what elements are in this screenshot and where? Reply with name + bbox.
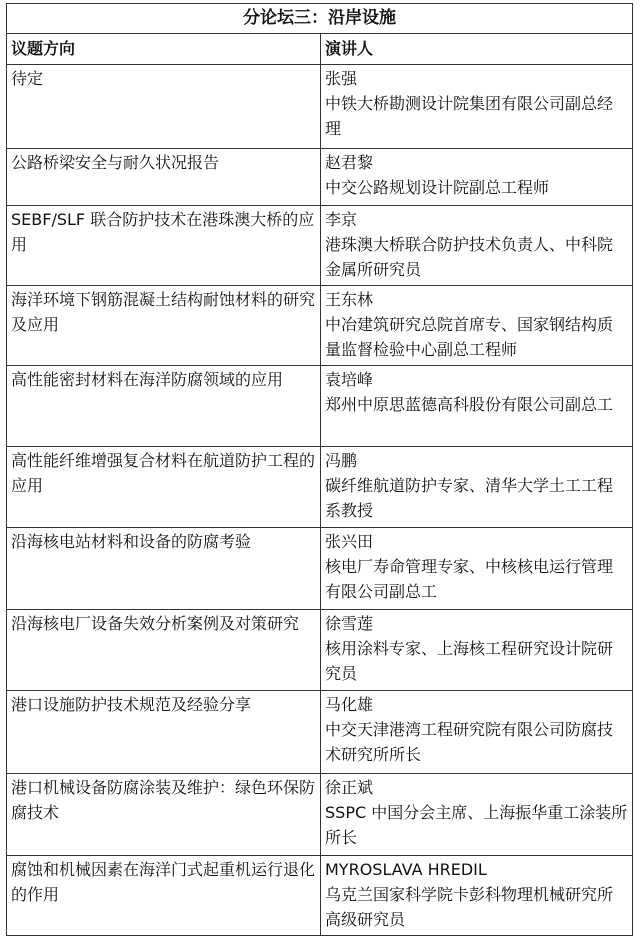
- table-row: [7, 366, 633, 447]
- table-row: [7, 206, 633, 286]
- speaker-cell: [321, 366, 633, 447]
- speaker-name: 马化雄: [325, 695, 374, 714]
- speaker-title: 中冶建筑研究总院首席专、国家钢结构质量监督检验中心副总工程师: [325, 315, 614, 359]
- table-row: [7, 691, 633, 774]
- table-row: [7, 286, 633, 366]
- table-row: [7, 528, 633, 610]
- speaker-cell: [321, 286, 633, 366]
- speaker-cell: [321, 528, 633, 610]
- topic-cell: [7, 65, 321, 149]
- title-row: [7, 4, 633, 34]
- topic-cell: [7, 206, 321, 286]
- speaker-cell: [321, 447, 633, 528]
- speaker-title: 碳纤维航道防护专家、清华大学土工工程系教授: [325, 476, 614, 520]
- speaker-name: 张兴田: [325, 532, 374, 551]
- agenda-table: [6, 3, 633, 936]
- topic-cell: [7, 774, 321, 856]
- speaker-title: 港珠澳大桥联合防护技术负责人、中科院金属所研究员: [325, 235, 614, 279]
- column-header-topic: 议题方向: [7, 34, 321, 65]
- speaker-name: 赵君黎: [325, 153, 374, 172]
- speaker-title: 中交公路规划设计院副总工程师: [325, 178, 550, 197]
- speaker-title: 中铁大桥勘测设计院集团有限公司副总经理: [325, 94, 614, 138]
- table-row: [7, 610, 633, 691]
- speaker-name: MYROSLAVA HREDIL: [325, 860, 487, 879]
- topic-text: 海洋环境下钢筋混凝土结构耐蚀材料的研究及应用: [11, 290, 316, 334]
- topic-text: 港口机械设备防腐涂装及维护：绿色环保防腐技术: [11, 778, 316, 822]
- speaker-cell: [321, 206, 633, 286]
- topic-cell: [7, 528, 321, 610]
- table-row: [7, 774, 633, 856]
- speaker-name: 王东林: [325, 290, 374, 309]
- topic-text: 沿海核电站材料和设备的防腐考验: [11, 532, 252, 551]
- speaker-cell: [321, 610, 633, 691]
- speaker-cell: [321, 856, 633, 936]
- speaker-name: 李京: [325, 210, 358, 229]
- speaker-title: 郑州中原思蓝德高科股份有限公司副总工: [325, 395, 614, 414]
- topic-cell: [7, 366, 321, 447]
- topic-cell: [7, 286, 321, 366]
- topic-text: 公路桥梁安全与耐久状况报告: [11, 153, 220, 172]
- speaker-name: 冯鹏: [325, 451, 358, 470]
- table-row: [7, 65, 633, 149]
- speaker-cell: [321, 65, 633, 149]
- topic-cell: [7, 149, 321, 206]
- column-header-speaker: 演讲人: [321, 34, 633, 65]
- speaker-title: 乌克兰国家科学院卡彭科物理机械研究所高级研究员: [325, 885, 614, 929]
- topic-cell: [7, 447, 321, 528]
- speaker-title: 中交天津港湾工程研究院有限公司防腐技术研究所所长: [325, 720, 614, 764]
- topic-text: 腐蚀和机械因素在海洋门式起重机运行退化的作用: [11, 860, 316, 904]
- topic-text: 待定: [11, 69, 44, 88]
- speaker-name: 袁培峰: [325, 370, 374, 389]
- speaker-name: 徐正斌: [325, 778, 374, 797]
- speaker-cell: [321, 691, 633, 774]
- table-row: [7, 149, 633, 206]
- table-row: [7, 447, 633, 528]
- topic-text: 港口设施防护技术规范及经验分享: [11, 695, 252, 714]
- speaker-name: 张强: [325, 69, 358, 88]
- topic-text: 高性能纤维增强复合材料在航道防护工程的应用: [11, 451, 316, 495]
- table-title: 分论坛三：沿岸设施: [7, 4, 633, 34]
- topic-cell: [7, 691, 321, 774]
- speaker-title: 核电厂寿命管理专家、中核核电运行管理有限公司副总工: [325, 557, 614, 601]
- header-row: [7, 34, 633, 65]
- topic-cell: [7, 610, 321, 691]
- topic-text: 高性能密封材料在海洋防腐领域的应用: [11, 370, 284, 389]
- speaker-title: SSPC 中国分会主席、上海振华重工涂装所所长: [325, 803, 628, 847]
- topic-text: SEBF/SLF 联合防护技术在港珠澳大桥的应用: [11, 210, 315, 254]
- speaker-name: 徐雪莲: [325, 614, 374, 633]
- topic-cell: [7, 856, 321, 936]
- table-row: [7, 856, 633, 936]
- speaker-cell: [321, 774, 633, 856]
- speaker-title: 核用涂料专家、上海核工程研究设计院研究员: [325, 639, 614, 683]
- speaker-cell: [321, 149, 633, 206]
- topic-text: 沿海核电厂设备失效分析案例及对策研究: [11, 614, 300, 633]
- agenda-sheet: [6, 3, 632, 936]
